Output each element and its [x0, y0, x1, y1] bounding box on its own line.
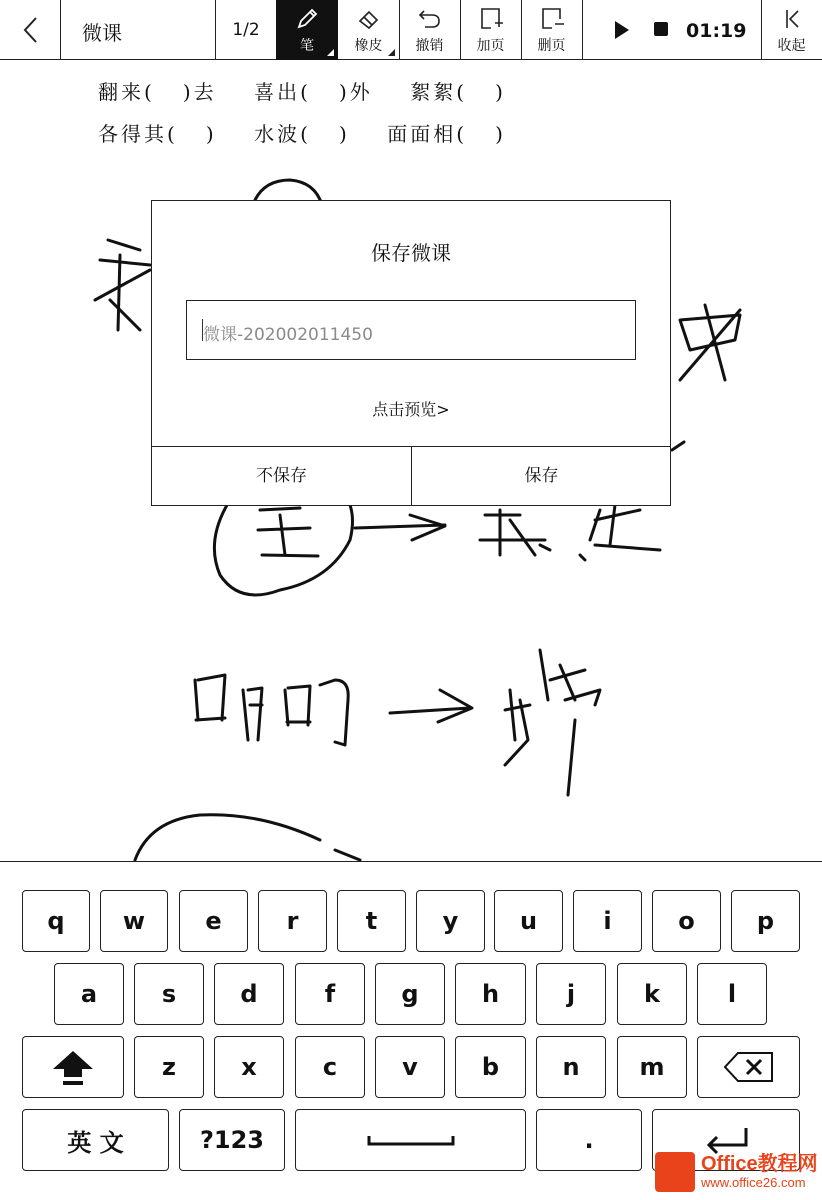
key-i[interactable]: i	[573, 890, 642, 952]
chevron-left-icon	[0, 0, 60, 60]
key-x[interactable]: x	[214, 1036, 284, 1098]
key-w[interactable]: w	[100, 890, 168, 952]
dont-save-button[interactable]: 不保存	[256, 466, 307, 486]
eraser-icon	[356, 6, 382, 32]
key-r[interactable]: r	[258, 890, 327, 952]
key-t[interactable]: t	[337, 890, 406, 952]
watermark	[655, 1148, 818, 1196]
key-j[interactable]: j	[536, 963, 606, 1025]
delete-page-icon	[539, 6, 565, 32]
tool-label: 撤销	[415, 38, 444, 54]
collapse-icon	[779, 6, 805, 32]
page-title: 微课	[82, 21, 122, 45]
key-p[interactable]: p	[731, 890, 800, 952]
save-dialog	[151, 200, 671, 506]
tool-label: 加页	[476, 38, 505, 54]
filename-placeholder: 微课-202002011450	[203, 325, 373, 345]
key-l[interactable]: l	[697, 963, 767, 1025]
dialog-button-row	[152, 446, 670, 505]
tool-label: 删页	[537, 38, 566, 54]
page-indicator: 1/2	[232, 20, 260, 40]
key-s[interactable]: s	[134, 963, 204, 1025]
worksheet-line-1: 翻来( )去 喜出( )外 絮絮( )	[98, 80, 506, 104]
backspace-icon	[722, 1050, 776, 1084]
recording-timer: 01:19	[686, 20, 747, 42]
key-d[interactable]: d	[214, 963, 284, 1025]
key-h[interactable]: h	[455, 963, 526, 1025]
key-n[interactable]: n	[536, 1036, 606, 1098]
key-e[interactable]: e	[179, 890, 248, 952]
key-b[interactable]: b	[455, 1036, 526, 1098]
shift-key[interactable]	[22, 1036, 124, 1098]
tool-undo-button[interactable]	[399, 0, 460, 60]
tool-pen-button[interactable]	[276, 0, 338, 60]
key-o[interactable]: o	[652, 890, 721, 952]
play-button[interactable]	[600, 0, 644, 60]
stop-icon	[644, 0, 678, 60]
key-u[interactable]: u	[494, 890, 563, 952]
key-m[interactable]: m	[617, 1036, 687, 1098]
collapse-button[interactable]	[761, 0, 822, 60]
tool-label: 收起	[777, 38, 806, 54]
office-logo-icon	[655, 1152, 695, 1192]
backspace-key[interactable]	[697, 1036, 800, 1098]
pen-icon	[294, 6, 320, 32]
shift-icon	[50, 1047, 96, 1087]
key-f[interactable]: f	[295, 963, 365, 1025]
tool-add-page-button[interactable]	[460, 0, 521, 60]
watermark-url: www.office26.com	[701, 1175, 806, 1190]
key-k[interactable]: k	[617, 963, 687, 1025]
add-page-icon	[478, 6, 504, 32]
save-button[interactable]: 保存	[411, 447, 671, 505]
dialog-title: 保存微课	[371, 241, 451, 265]
filename-input[interactable]	[186, 300, 636, 360]
top-toolbar	[0, 0, 822, 60]
space-key[interactable]	[295, 1109, 526, 1171]
back-button[interactable]	[0, 0, 60, 60]
key-y[interactable]: y	[416, 890, 485, 952]
tool-eraser-button[interactable]	[338, 0, 399, 60]
watermark-brand: Office教程网	[701, 1153, 818, 1175]
tool-label: 橡皮	[354, 38, 383, 54]
tool-label: 笔	[300, 38, 314, 54]
period-key[interactable]: .	[536, 1109, 642, 1171]
worksheet-line-2: 各得其( ) 水波( ) 面面相( )	[98, 122, 506, 146]
key-z[interactable]: z	[134, 1036, 204, 1098]
undo-icon	[417, 6, 443, 32]
preview-link[interactable]: 点击预览>	[372, 400, 450, 419]
key-g[interactable]: g	[375, 963, 445, 1025]
key-c[interactable]: c	[295, 1036, 365, 1098]
tool-delete-page-button[interactable]	[521, 0, 582, 60]
play-icon	[600, 0, 644, 60]
space-icon	[366, 1130, 456, 1150]
key-a[interactable]: a	[54, 963, 124, 1025]
key-v[interactable]: v	[375, 1036, 445, 1098]
language-key[interactable]: 英 文	[22, 1109, 169, 1171]
stop-button[interactable]	[644, 0, 678, 60]
key-q[interactable]: q	[22, 890, 90, 952]
symbols-key[interactable]: ?123	[179, 1109, 285, 1171]
